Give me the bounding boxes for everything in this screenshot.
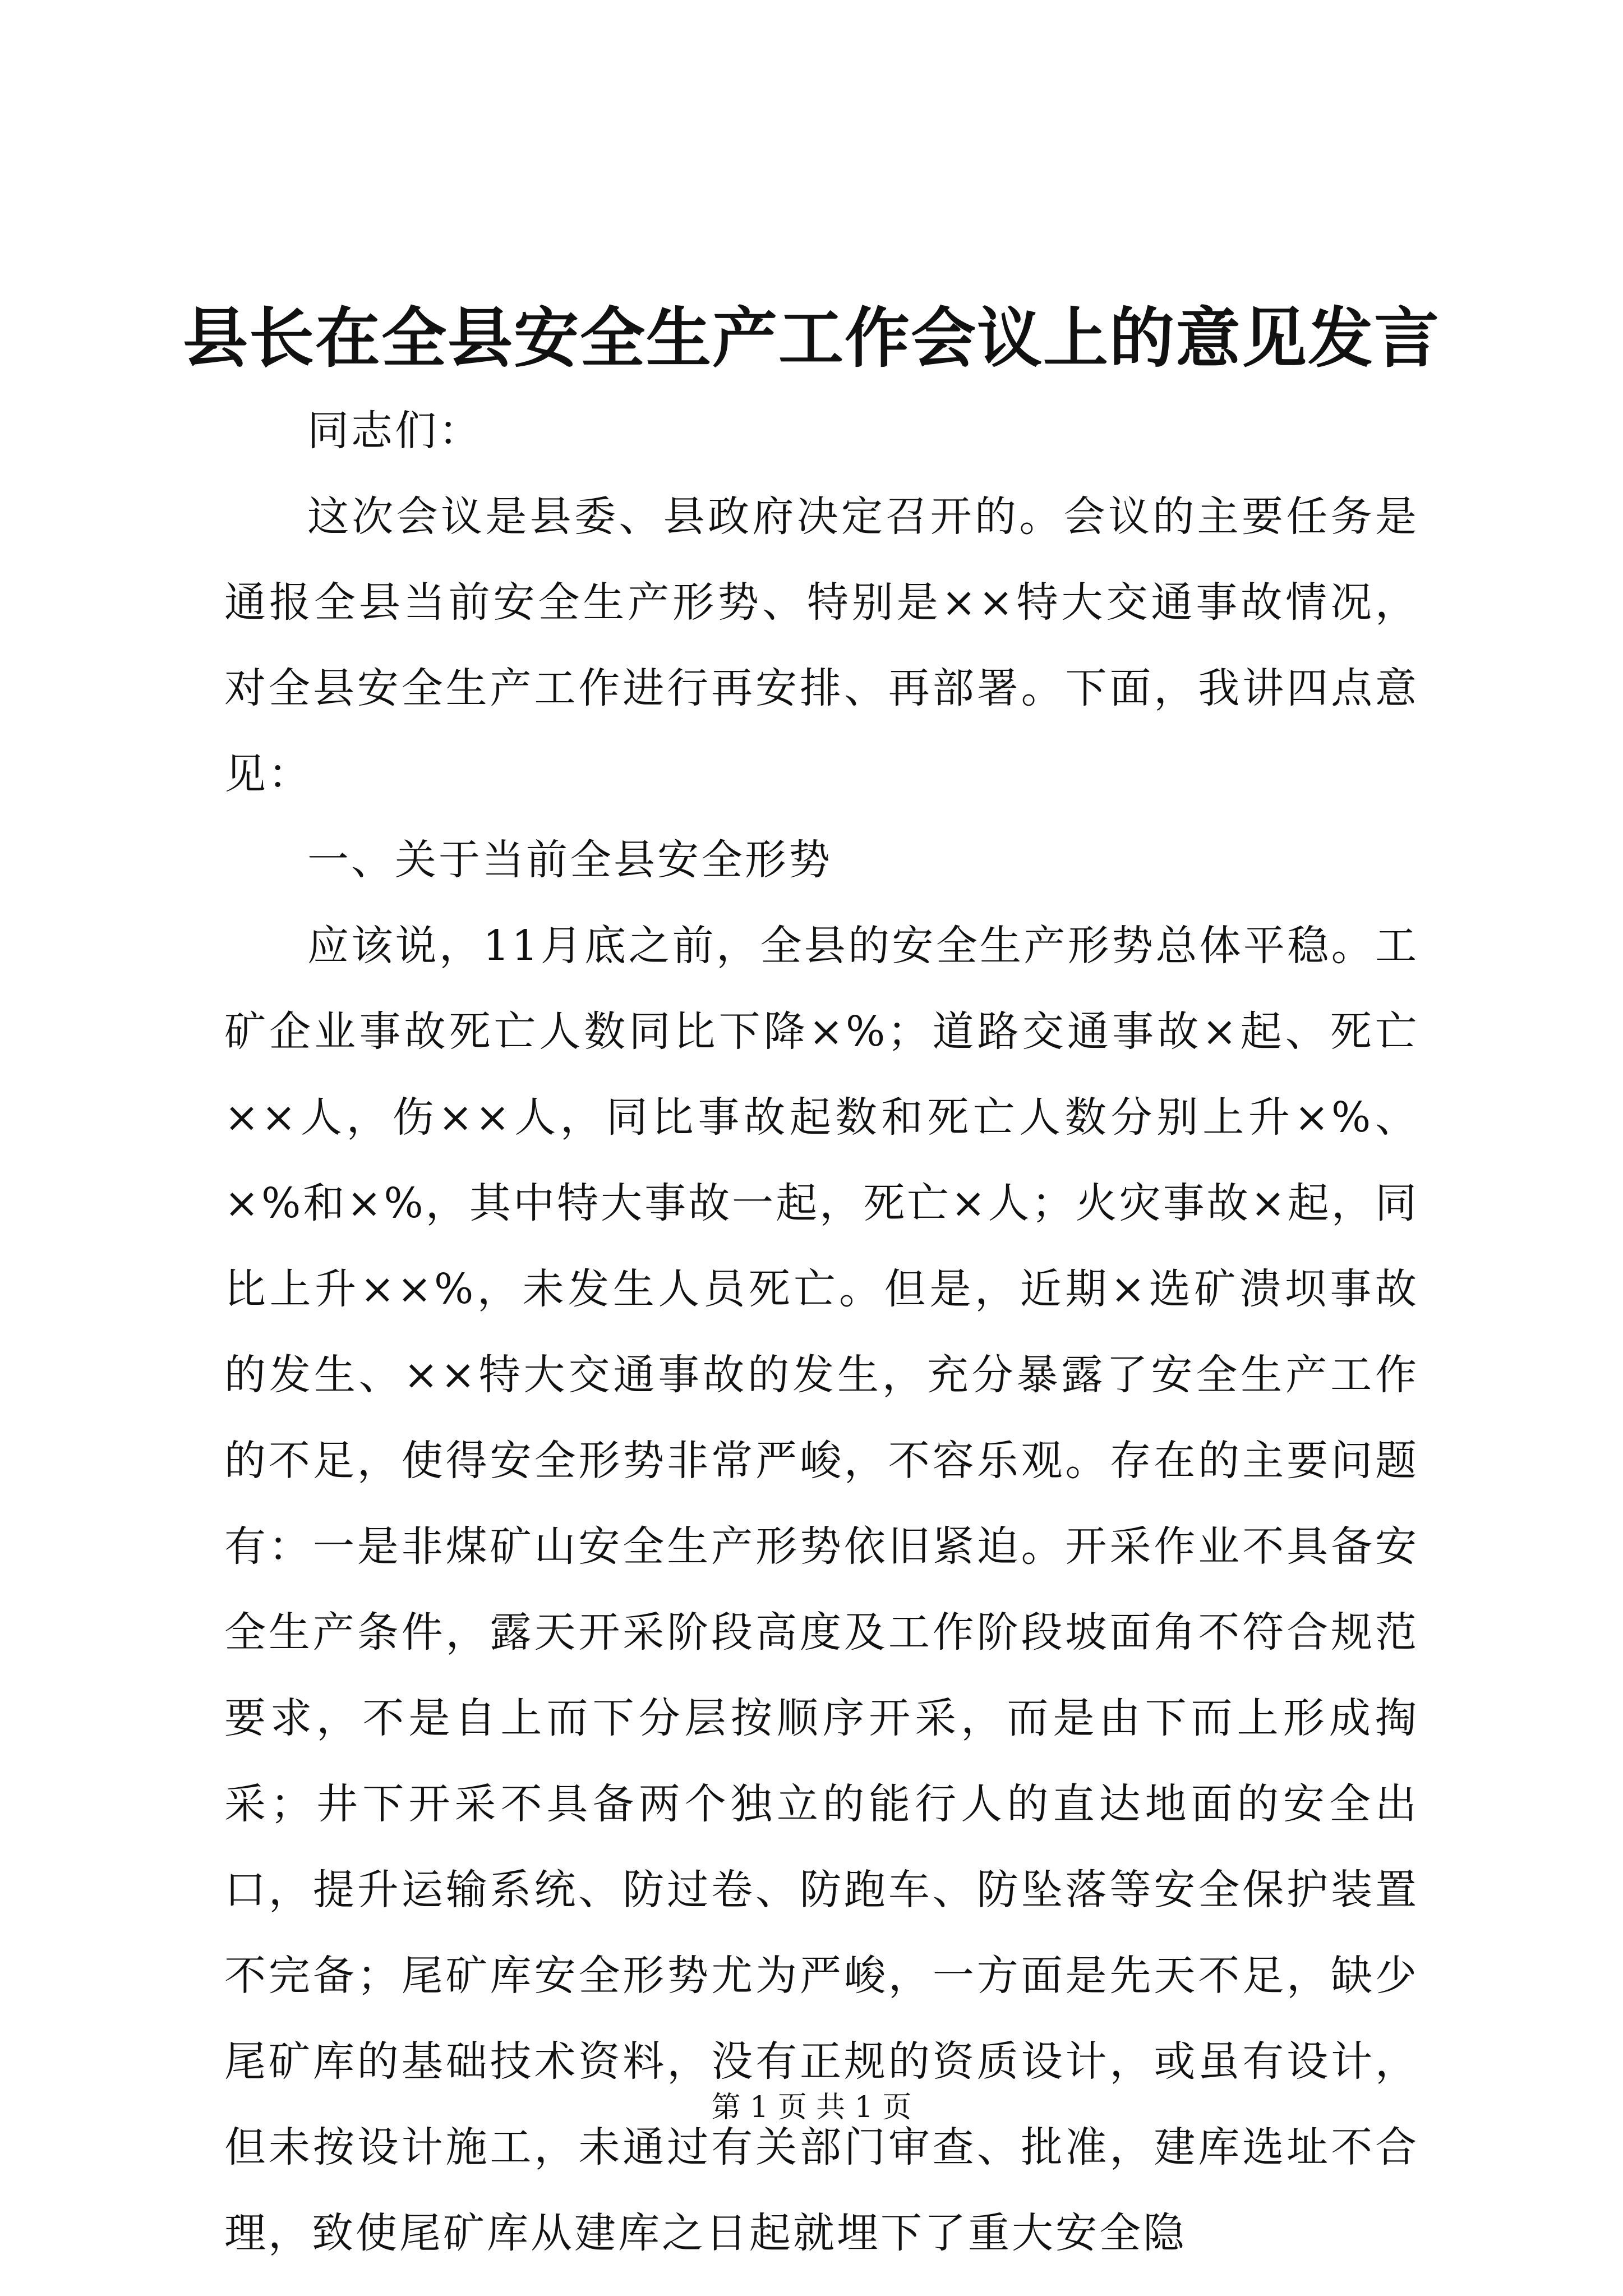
- document-body: [224, 388, 1419, 2276]
- page-footer: 第 1 页 共 1 页: [711, 2091, 912, 2124]
- salutation-paragraph: 同志们：: [307, 407, 482, 455]
- document-title: 县长在全县安全生产工作会议上的意见发言: [183, 300, 1440, 376]
- body-paragraph: 应该说，11月底之前，全县的安全生产形势总体平稳。工矿企业事故死亡人数同比下降×%；道路交通事故×起、死亡××人，伤××人，同比事故起数和死亡人数分别上升×%、×%和×%，其中特大事故一起，死亡×人；火灾事故×起，同比上升××%，未发生人员死亡。但是，近期×选矿溃坝事故的发生、××特大交通事故的发生，充分暴露了安全生产工作的不足，使得安全形势非常严峻，不容乐观。存在的主要问题有：一是非煤矿山安全生产形势依旧紧迫。开采作业不具备安全生产条件，露天开采阶段高度及工作阶段坡面角不符合规范要求，不是自上而下分层按顺序开采，而是由下而上形成掏采；井下开采不具备两个独立的能行人的直达地面的安全出口，提升运输系统、防过卷、防跑车、防坠落等安全保护装置不完备；尾矿库安全形势尤为严峻，一方面是先天不足，缺少尾矿库的基础技术资料，没有正规的资质设计，或虽有设计，但未按设计施工，未通过有关部门审查、批准，建库选址不合理，致使尾矿库从建库之日起就埋下了重大安全隐: [224, 922, 1419, 2257]
- intro-paragraph: 这次会议是县委、县政府决定召开的。会议的主要任务是通报全县当前安全生产形势、特别是××特大交通事故情况，对全县安全生产工作进行再安排、再部署。下面，我讲四点意见：: [224, 493, 1419, 798]
- section-heading: 一、关于当前全县安全形势: [307, 836, 832, 884]
